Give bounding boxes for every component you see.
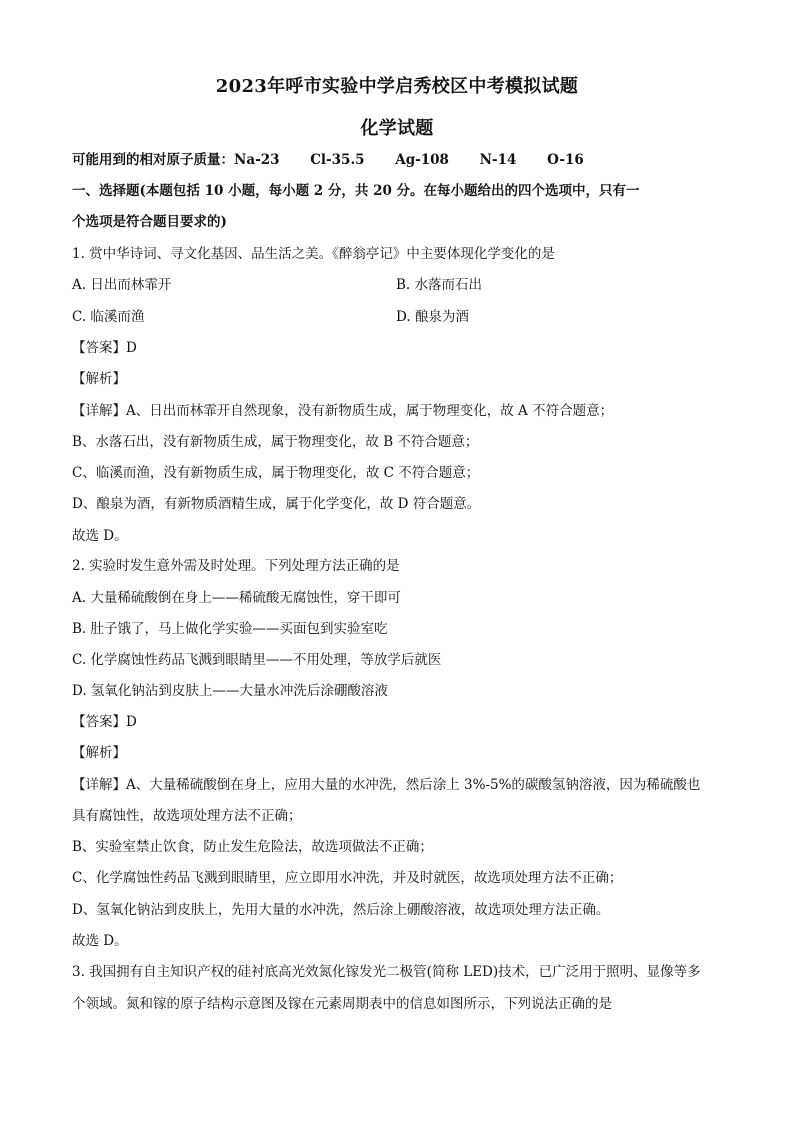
q2-detail-line: D、氢氧化钠沾到皮肤上，先用大量的水冲洗，然后涂上硼酸溶液，故选项处理方法正确。 — [72, 902, 610, 918]
q2-detail-line: 具有腐蚀性，故选项处理方法不正确； — [72, 808, 302, 824]
atomic-mass-line — [72, 151, 732, 169]
q2-option-d: D. 氢氧化钠沾到皮肤上——大量水冲洗后涂硼酸溶液 — [72, 683, 388, 699]
q2-option-b: B. 肚子饿了，马上做化学实验——买面包到实验室吃 — [72, 621, 388, 637]
q1-option-a: A. 日出而林霏开 — [72, 277, 172, 293]
mass-n: N-14 — [479, 152, 517, 168]
q1-detail-line: C、临溪而渔，没有新物质生成，属于物理变化，故 C 不符合题意； — [72, 465, 480, 481]
q1-stem: 1. 赏中华诗词、寻文化基因、品生活之美。《醉翁亭记》中主要体现化学变化的是 — [72, 246, 555, 262]
q1-detail-line: D、酿泉为酒，有新物质酒精生成，属于化学变化，故 D 符合题意。 — [72, 496, 481, 512]
section-heading-line1: 一、选择题(本题包括 10 小题，每小题 2 分，共 20 分。在每小题给出的四个选项中，只有一 — [72, 183, 640, 199]
q1-option-d: D. 酿泉为酒 — [396, 309, 469, 325]
mass-cl: Cl-35.5 — [310, 152, 365, 168]
q2-option-a: A. 大量稀硫酸倒在身上——稀硫酸无腐蚀性，穿干即可 — [72, 590, 401, 606]
q3-stem-line1: 3. 我国拥有自主知识产权的硅衬底高光效氮化镓发光二极管(简称 LED)技术，已广泛用于照明、显像等多 — [72, 964, 701, 980]
mass-na: Na-23 — [234, 152, 280, 168]
q2-analysis-label: 【解析】 — [72, 745, 126, 761]
page-title: 2023年呼市实验中学启秀校区中考模拟试题 — [215, 76, 579, 97]
page-subtitle: 化学试题 — [360, 118, 434, 139]
q2-detail-line: B、实验室禁止饮食，防止发生危险法，故选项做法不正确； — [72, 839, 433, 855]
q2-detail-line: C、化学腐蚀性药品飞溅到眼睛里，应立即用水冲洗，并及时就医，故选项处理方法不正确； — [72, 870, 623, 886]
q2-detail-line: 【详解】A、大量稀硫酸倒在身上，应用大量的水冲洗，然后涂上 3%-5%的碳酸氢钠溶液，因为稀硫酸也 — [72, 777, 701, 793]
q1-detail-line: 【详解】A、日出而林霏开自然现象，没有新物质生成，属于物理变化，故 A 不符合题意； — [72, 403, 614, 419]
q2-conclusion: 故选 D。 — [72, 933, 128, 949]
q2-stem: 2. 实验时发生意外需及时处理。下列处理方法正确的是 — [72, 558, 400, 574]
atomic-mass-label: 可能用到的相对原子质量： — [72, 152, 234, 168]
q1-answer: 【答案】D — [72, 340, 137, 356]
q1-conclusion: 故选 D。 — [72, 528, 128, 544]
q3-stem-line2: 个领域。氮和镓的原子结构示意图及镓在元素周期表中的信息如图所示，下列说法正确的是 — [72, 996, 612, 1012]
q2-answer: 【答案】D — [72, 714, 137, 730]
mass-o: O-16 — [547, 152, 584, 168]
q1-option-c: C. 临溪而渔 — [72, 309, 145, 325]
q2-option-c: C. 化学腐蚀性药品飞溅到眼睛里——不用处理，等放学后就医 — [72, 652, 442, 668]
section-heading-line2: 个选项是符合题目要求的) — [72, 214, 227, 230]
q1-option-b: B. 水落而石出 — [396, 277, 483, 293]
mass-ag: Ag-108 — [395, 152, 449, 168]
q1-detail-line: B、水落石出，没有新物质生成，属于物理变化，故 B 不符合题意； — [72, 434, 479, 450]
q1-analysis-label: 【解析】 — [72, 371, 126, 387]
